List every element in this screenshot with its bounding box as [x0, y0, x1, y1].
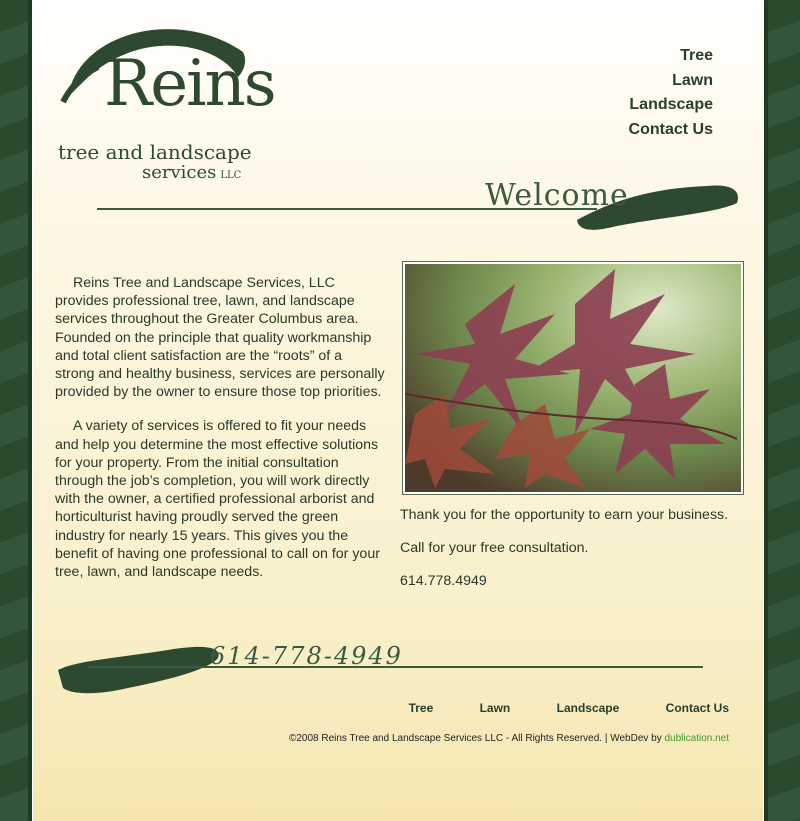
nav-lawn[interactable]: Lawn [672, 71, 713, 89]
phone-banner-text: 614-778-4949 [210, 642, 403, 670]
thank-you-text: Thank you for the opportunity to earn your business. [400, 507, 729, 523]
page-frame [28, 0, 768, 821]
footer-nav-landscape[interactable]: Landscape [556, 701, 620, 715]
sidebar-text [400, 506, 750, 605]
nav-tree[interactable]: Tree [680, 47, 713, 64]
welcome-heading: Welcome [485, 178, 629, 213]
leaves-icon [405, 264, 737, 488]
page-content [32, 0, 764, 821]
logo-subtitle: tree and landscape [58, 140, 252, 164]
copyright-text: ©2008 Reins Tree and Landscape Services LLC - All Rights Reserved. | WebDev by [288, 733, 665, 744]
left-border-pattern [0, 0, 28, 821]
footer-navigation [366, 701, 729, 715]
right-border-pattern [768, 0, 800, 821]
nav-landscape[interactable]: Landscape [629, 96, 713, 113]
intro-paragraph-1: Reins Tree and Landscape Services, LLC provides professional tree, lawn, and landscape services throughout the Greater Columbus area. Founded on the principle that quality workmanship and total client satisfaction are the “roots” of a strong and healthy business, services are personally provided by the owner to ensure those top priorities. [55, 275, 385, 401]
phone-number[interactable]: 614.778.4949 [400, 573, 487, 589]
top-navigation [629, 44, 713, 142]
footer-nav-lawn[interactable]: Lawn [479, 701, 511, 715]
consultation-text: Call for your free consultation. [400, 540, 589, 556]
maple-leaves-image [405, 264, 741, 492]
webdev-link[interactable]: dublication.net [664, 733, 729, 744]
nav-contact-us[interactable]: Contact Us [628, 120, 713, 138]
phone-banner [58, 640, 703, 700]
company-logo[interactable] [58, 12, 275, 187]
logo-services-text: services [142, 162, 217, 183]
footer-nav-contact-us[interactable]: Contact Us [665, 701, 729, 715]
logo-main-text: Reins [104, 47, 275, 121]
welcome-banner [97, 178, 749, 238]
footer-nav-tree[interactable]: Tree [408, 701, 434, 715]
maple-photo [402, 261, 744, 495]
welcome-swoosh-icon [97, 178, 749, 238]
logo-llc-text: LLC [220, 170, 242, 181]
copyright [289, 733, 729, 744]
intro-content [55, 274, 385, 597]
intro-paragraph-2: A variety of services is offered to fit your needs and help you determine the most effective solutions for your property. From the initial consultation through the job’s completion, you will work directly with the owner, a certified professional arborist and horticulturist having proudly served the green industry for nearly 15 years. This gives you the benefit of having one professional to call on for your tree, lawn, and landscape needs. [55, 418, 380, 581]
